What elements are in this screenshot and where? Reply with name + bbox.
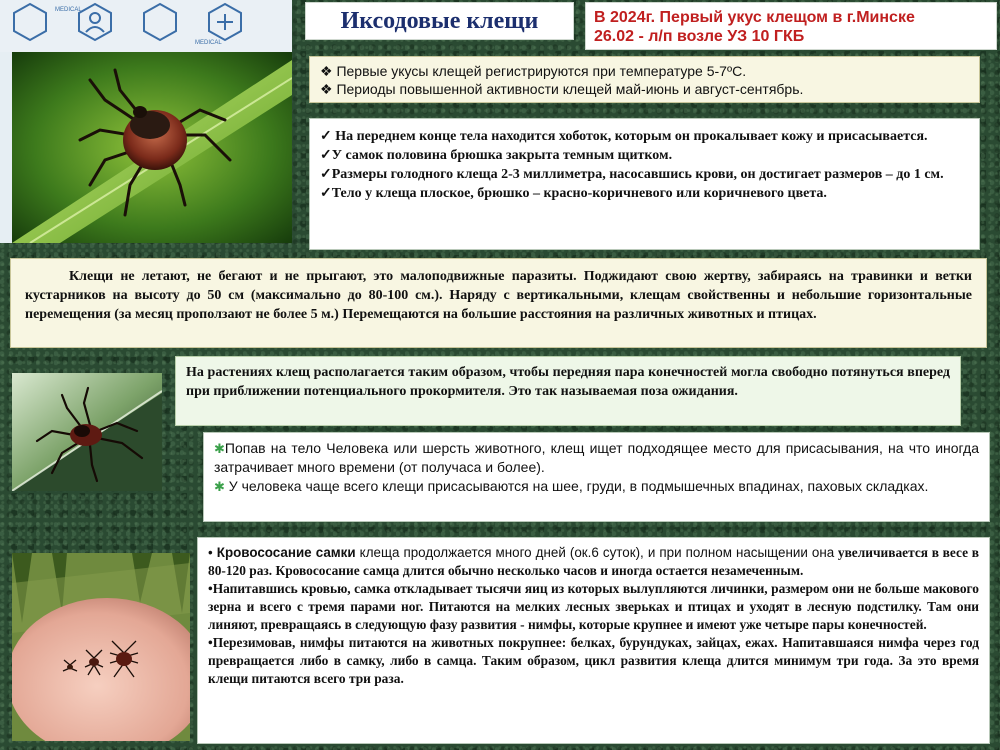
green-asterisk-icon: ✱: [214, 441, 225, 456]
tick-on-grass-photo: [0, 0, 292, 243]
waiting-pose-text: На растениях клещ располагается таким образом, чтобы передняя пара конечностей могла свободно потянуться вперед при приближении потенциального прокормителя. Это так называемая поза ожидания.: [186, 365, 950, 399]
activity-fact-item: ❖ Периоды повышенной активности клещей май-июнь и август-сентябрь.: [320, 81, 804, 97]
tick-on-leaf-illustration: [12, 373, 162, 491]
activity-fact-item: ❖ Первые укусы клещей регистрируются при температуре 5-7ºС.: [320, 63, 747, 79]
banner-text-2: MEDICAL: [195, 40, 222, 46]
waiting-pose-panel: [175, 356, 961, 426]
page-title-box: [305, 2, 574, 40]
movement-panel: [10, 258, 987, 348]
attachment-item: ✱Попав на тело Человека или шерсть животного, клещ ищет подходящее место для присасывания, на что иногда затрачивает много времени (от получаса и более).: [214, 440, 979, 475]
anatomy-fact-item: ✓Тело у клеща плоское, брюшко – красно-коричневого или коричневого цвета.: [320, 186, 827, 201]
lifecycle-lead-bold: Кровососание самки: [216, 545, 356, 560]
news-line-2: 26.02 - л/п возле УЗ 10 ГКБ: [594, 28, 805, 45]
movement-text: Клещи не летают, не бегают и не прыгают, это малоподвижные паразиты. Поджидают свою жертву, забираясь на травинки и ветки кустарников на высоту до 50 см (максимально до 80-100 см.). Наряду с вертикальными, клещам свойственны и небольшие горизонтальные перемещения (за месяц проползают не более 5 м.) Перемещаются на большие расстояния на различных животных и птицах.: [25, 269, 972, 322]
banner-text: MEDICAL: [55, 7, 82, 13]
green-asterisk-icon: ✱: [214, 479, 225, 494]
activity-facts-panel: [309, 56, 980, 103]
ticks-on-finger-illustration: [12, 553, 190, 741]
anatomy-fact-item: ✓Размеры голодного клеща 2-3 миллиметра, насосавшись крови, он достигает размеров – до 1 см.: [320, 167, 944, 182]
anatomy-facts-panel: [309, 118, 980, 250]
news-line-1: В 2024г. Первый укус клещом в г.Минске: [594, 9, 915, 26]
anatomy-fact-item: ✓У самок половина брюшка закрыта темным щитком.: [320, 148, 673, 163]
attachment-panel: [203, 432, 990, 522]
attachment-item: ✱ У человека чаще всего клещи присасываются на шее, груди, в подмышечных впадинах, паховых складках.: [214, 478, 929, 494]
page-title: Иксодовые клещи: [340, 7, 539, 34]
lifecycle-paragraph-1: • Кровососание самки клеща продолжается много дней (ок.6 суток), и при полном насыщении она увеличивается в весе в 80-120 раз. Кровососание самца длится обычно несколько часов и иногда остается незамеченным.: [208, 545, 979, 578]
tick-on-leaf-photo: [12, 373, 162, 491]
lifecycle-paragraph-2: •Напитавшись кровью, самка откладывает тысячи яиц из которых вылупляются личинки, размером они не больше макового зерна и всего с тремя парами ног. Питаются на мелких лесных зверьках и птицах и уходят в лесную подстилку. Там они линяют, превращаясь в следующую фазу развития - нимфы, которые крупнее и имеют уже четыре пары конечностей.: [208, 581, 979, 632]
lifecycle-paragraph-3: •Перезимовав, нимфы питаются на животных покрупнее: белках, бурундуках, зайцах, ежах. Напитавшаяся нимфа через год превращается либо в самку, либо в самца. Таким образом, цикл развития клеща длится минимум три года. За это время клещи питаются всего три раза.: [208, 635, 979, 686]
news-alert-box: [585, 2, 997, 50]
anatomy-fact-item: ✓ На переднем конце тела находится хоботок, которым он прокалывает кожу и присасывается.: [320, 129, 928, 144]
ticks-on-finger-photo: [12, 553, 190, 741]
lifecycle-panel: [197, 537, 990, 744]
tick-on-grass-illustration: [0, 0, 292, 243]
